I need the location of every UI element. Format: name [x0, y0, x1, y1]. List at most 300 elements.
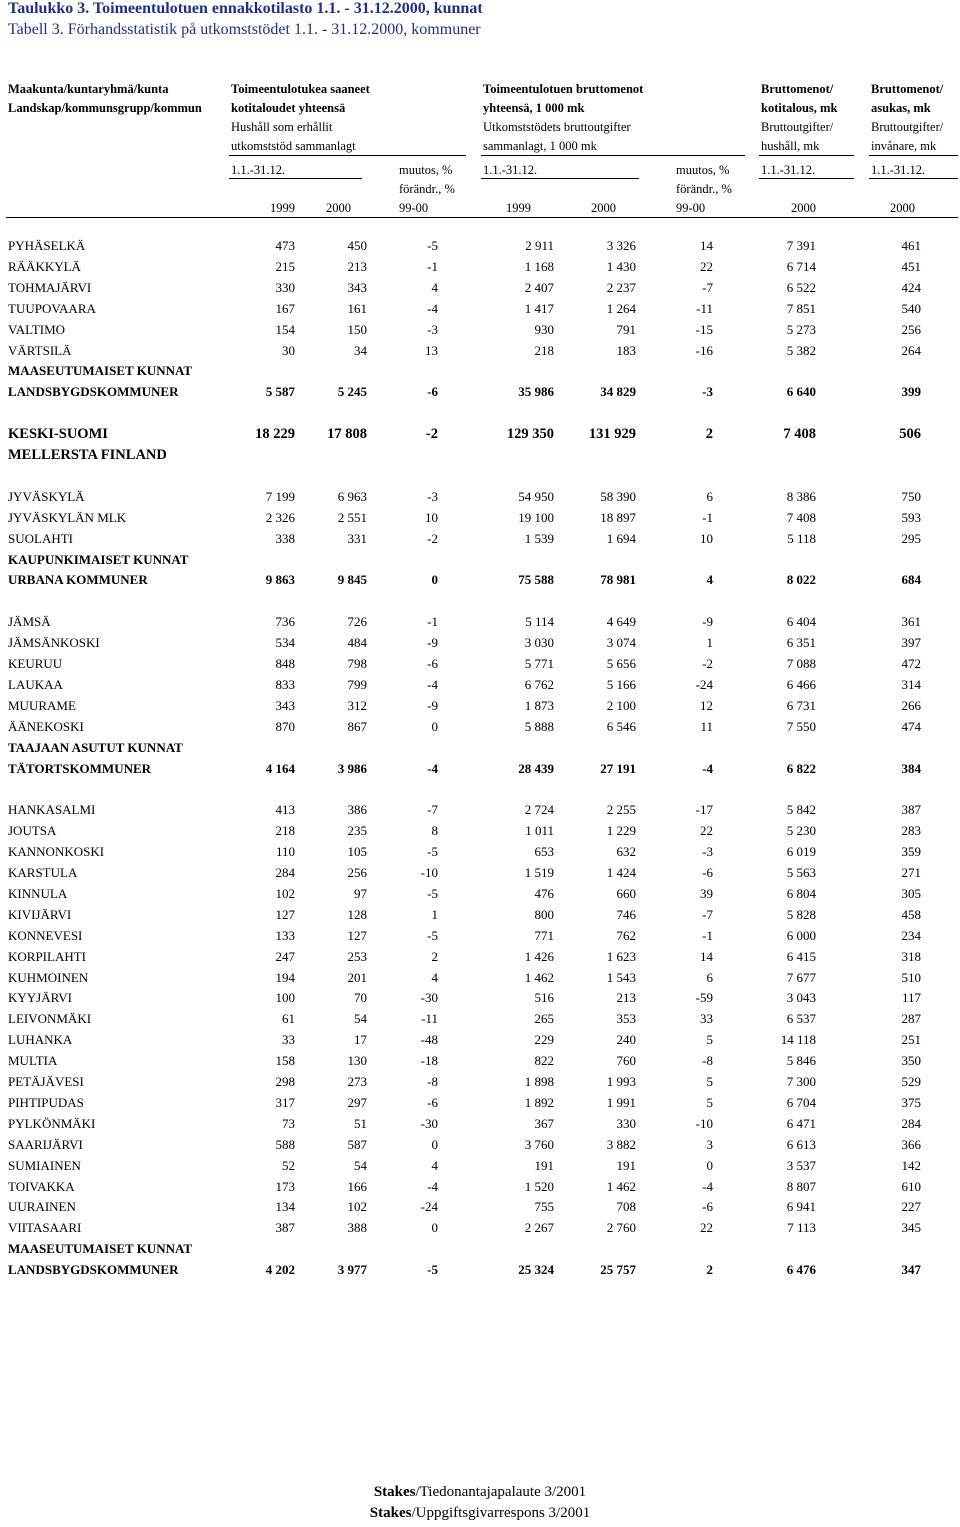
cell-per-capita-2000: 361: [901, 614, 921, 630]
cell-per-household-2000: 5 828: [786, 906, 816, 922]
cell-gross-1999: 476: [534, 885, 554, 901]
cell-gross-2000: 5 656: [606, 656, 636, 671]
cell-households-2000: 9 845: [337, 572, 367, 588]
cell-gross-1999: 822: [534, 1053, 554, 1069]
cell-gross-1999: 1 426: [524, 948, 554, 964]
cell-gross-change: -6: [702, 1199, 713, 1215]
cell-per-household-2000: 8 807: [786, 1178, 816, 1194]
cell-gross-2000: 632: [616, 844, 636, 860]
cell-households-2000: 3 986: [337, 760, 367, 776]
table-row: [0, 759, 960, 779]
header-perhh-sv-2: hushåll, mk: [761, 139, 820, 153]
cell-gross-1999: 800: [534, 906, 554, 922]
cell-households-1999: 848: [275, 656, 295, 671]
cell-gross-2000: 183: [616, 342, 636, 358]
row-name: KONNEVESI: [8, 927, 83, 943]
cell-per-household-2000: 5 842: [786, 802, 816, 818]
cell-gross-1999: 28 439: [518, 760, 554, 776]
cell-gross-1999: 367: [534, 1115, 554, 1131]
row-name: KORPILAHTI: [8, 948, 86, 964]
cell-per-household-2000: 6 822: [786, 760, 816, 776]
cell-households-1999: 317: [275, 1094, 295, 1110]
row-name: JYVÄSKYLÄN MLK: [8, 509, 127, 525]
cell-gross-change: -4: [702, 1178, 713, 1194]
cell-households-change: -48: [420, 1032, 438, 1048]
cell-per-household-2000: 7 300: [786, 1074, 816, 1089]
cell-gross-change: -17: [695, 802, 713, 818]
cell-gross-change: -6: [702, 865, 713, 880]
table-row: [0, 633, 960, 653]
table-row: [0, 717, 960, 737]
header-change-fi-2: muutos, %: [676, 163, 730, 177]
header-region-sv: Landskap/kommunsgrupp/kommun: [8, 101, 202, 115]
row-name: SUOLAHTI: [8, 530, 73, 546]
cell-per-capita-2000: 684: [901, 572, 921, 588]
table-row: [0, 341, 960, 361]
cell-gross-change: 2: [706, 1262, 713, 1278]
row-name: KEURUU: [8, 656, 63, 671]
header-year-9900-a: 99-00: [399, 201, 429, 215]
header-change-sv-2: förändr., %: [676, 182, 732, 196]
cell-households-change: -9: [427, 635, 438, 651]
cell-households-1999: 343: [275, 697, 295, 713]
cell-per-household-2000: 6 941: [786, 1199, 816, 1215]
cell-households-change: 4: [431, 1157, 438, 1173]
table-row: [0, 988, 960, 1008]
table-row: [0, 424, 960, 444]
cell-households-change: 10: [425, 509, 438, 525]
footer-source-bold-2: Stakes: [369, 1505, 412, 1521]
footer-source-rest-1: /Tiedonantajapalaute 3/2001: [415, 1484, 587, 1500]
cell-gross-2000: 330: [616, 1115, 636, 1131]
cell-gross-change: 33: [700, 1011, 713, 1027]
cell-gross-change: 6: [706, 488, 713, 504]
cell-households-1999: 4 202: [265, 1262, 295, 1278]
row-name: URBANA KOMMUNER: [8, 572, 148, 588]
cell-gross-change: -4: [702, 760, 713, 776]
cell-households-change: 1: [431, 906, 438, 922]
cell-households-change: -7: [427, 802, 438, 818]
cell-households-2000: 388: [347, 1220, 367, 1236]
cell-households-1999: 194: [275, 969, 295, 985]
cell-gross-1999: 1 519: [524, 865, 554, 880]
cell-per-capita-2000: 266: [901, 697, 921, 713]
cell-households-1999: 100: [275, 990, 295, 1006]
table-row: [0, 508, 960, 528]
cell-per-capita-2000: 399: [901, 384, 921, 400]
cell-gross-change: -24: [695, 676, 713, 692]
footer-line-2: [0, 1505, 960, 1522]
cell-gross-2000: 4 649: [606, 614, 636, 630]
table-row: [0, 529, 960, 549]
cell-households-2000: 798: [347, 656, 367, 671]
cell-gross-2000: 78 981: [600, 572, 636, 588]
row-name: VALTIMO: [8, 321, 66, 337]
table-row: [0, 236, 960, 256]
row-name: KANNONKOSKI: [8, 844, 105, 860]
table-row: [0, 905, 960, 925]
header-period-2: 1.1.-31.12.: [483, 163, 538, 177]
row-name: JOUTSA: [8, 823, 57, 839]
cell-gross-2000: 353: [616, 1011, 636, 1027]
header-households-fi-2: kotitaloudet yhteensä: [231, 101, 346, 115]
cell-gross-2000: 2 760: [606, 1220, 636, 1236]
cell-per-household-2000: 7 113: [787, 1220, 816, 1236]
table-title-sv: Tabell 3. Förhandsstatistik på utkomststödet 1.1. - 31.12.2000, kommuner: [8, 21, 481, 38]
row-name: MULTIA: [8, 1053, 58, 1069]
header-percap-sv-2: invånare, mk: [871, 139, 937, 153]
header-divider-6: [481, 178, 639, 179]
cell-per-capita-2000: 345: [901, 1220, 921, 1236]
cell-per-capita-2000: 540: [901, 300, 921, 316]
cell-households-2000: 97: [354, 885, 367, 901]
cell-per-household-2000: 5 563: [786, 865, 816, 880]
header-perhh-fi-2: kotitalous, mk: [761, 101, 838, 115]
table-row: [0, 487, 960, 507]
cell-households-1999: 736: [275, 614, 295, 630]
cell-gross-2000: 1 623: [606, 948, 636, 964]
cell-households-change: 4: [431, 969, 438, 985]
header-percap-sv-1: Bruttoutgifter/: [871, 120, 944, 134]
cell-households-1999: 7 199: [265, 488, 295, 504]
cell-households-change: -4: [427, 676, 438, 692]
cell-households-change: -2: [427, 530, 438, 546]
cell-gross-change: -9: [702, 614, 713, 630]
header-change-fi-1: muutos, %: [399, 163, 453, 177]
cell-per-household-2000: 6 471: [786, 1115, 816, 1131]
row-name: LANDSBYGDSKOMMUNER: [8, 1262, 179, 1278]
cell-households-change: 13: [425, 342, 438, 358]
table-row: [0, 1072, 960, 1092]
cell-per-capita-2000: 256: [901, 321, 921, 337]
table-row: [0, 1218, 960, 1238]
table-row: [0, 1156, 960, 1176]
cell-households-change: -6: [427, 1094, 438, 1110]
cell-gross-2000: 1 543: [606, 969, 636, 985]
cell-households-1999: 73: [282, 1115, 295, 1131]
cell-gross-change: -3: [702, 384, 713, 400]
cell-households-change: -5: [427, 927, 438, 943]
cell-per-household-2000: 6 537: [786, 1011, 816, 1027]
cell-gross-change: 14: [700, 238, 713, 253]
header-perhh-fi-1: Bruttomenot/: [761, 82, 834, 96]
row-name: KAUPUNKIMAISET KUNNAT: [8, 551, 189, 567]
table-row: [0, 738, 960, 758]
cell-per-capita-2000: 234: [901, 927, 921, 943]
row-name: KINNULA: [8, 885, 68, 901]
cell-per-household-2000: 6 640: [786, 384, 816, 400]
cell-per-capita-2000: 350: [901, 1053, 921, 1069]
cell-per-household-2000: 7 550: [786, 718, 816, 734]
cell-per-household-2000: 6 404: [786, 614, 816, 630]
cell-gross-2000: 34 829: [600, 384, 636, 400]
header-divider-7: [759, 178, 854, 179]
header-year-1999-a: 1999: [270, 201, 295, 215]
cell-gross-2000: 1 229: [606, 823, 636, 839]
row-name: VIITASAARI: [8, 1220, 82, 1236]
cell-gross-2000: 1 424: [606, 865, 636, 880]
cell-households-2000: 166: [347, 1178, 367, 1194]
cell-households-1999: 133: [275, 927, 295, 943]
header-period-1: 1.1.-31.12.: [231, 163, 286, 177]
table-row: [0, 675, 960, 695]
cell-per-household-2000: 5 118: [787, 530, 816, 546]
cell-households-change: -4: [427, 1178, 438, 1194]
cell-gross-2000: 1 991: [606, 1094, 636, 1110]
cell-gross-1999: 1 892: [524, 1094, 554, 1110]
header-divider-3: [759, 155, 854, 156]
header-period-4: 1.1.-31.12.: [871, 163, 926, 177]
cell-per-capita-2000: 375: [901, 1094, 921, 1110]
cell-gross-2000: 3 074: [606, 635, 636, 651]
cell-households-1999: 330: [275, 279, 295, 295]
cell-per-capita-2000: 227: [901, 1199, 921, 1215]
cell-per-capita-2000: 451: [901, 258, 921, 274]
row-name: LANDSBYGDSKOMMUNER: [8, 384, 179, 400]
cell-households-1999: 588: [275, 1136, 295, 1152]
cell-gross-2000: 6 546: [606, 718, 636, 734]
cell-households-1999: 18 229: [255, 426, 295, 443]
cell-households-change: -4: [427, 300, 438, 316]
header-percap-fi-2: asukas, mk: [871, 101, 931, 115]
cell-per-household-2000: 7 391: [786, 238, 816, 253]
row-name: PYHÄSELKÄ: [8, 238, 86, 253]
row-name: UURAINEN: [8, 1199, 76, 1215]
header-period-3: 1.1.-31.12.: [761, 163, 816, 177]
cell-households-2000: 54: [354, 1011, 367, 1027]
cell-gross-1999: 771: [534, 927, 554, 943]
cell-households-1999: 2 326: [265, 509, 295, 525]
cell-gross-2000: 27 191: [600, 760, 636, 776]
cell-gross-change: -2: [702, 656, 713, 671]
cell-gross-2000: 131 929: [588, 426, 636, 443]
cell-households-change: 2: [431, 948, 438, 964]
cell-per-capita-2000: 264: [901, 342, 921, 358]
cell-gross-change: -16: [695, 342, 713, 358]
header-divider-4: [869, 155, 958, 156]
cell-households-2000: 6 963: [337, 488, 367, 504]
cell-per-capita-2000: 347: [901, 1262, 921, 1278]
cell-households-1999: 298: [275, 1074, 295, 1089]
cell-gross-1999: 75 588: [518, 572, 554, 588]
cell-households-2000: 799: [347, 676, 367, 692]
cell-households-2000: 726: [347, 614, 367, 630]
cell-gross-change: -3: [702, 844, 713, 860]
cell-gross-change: 1: [706, 635, 713, 651]
row-name: LUHANKA: [8, 1032, 73, 1048]
cell-per-capita-2000: 295: [901, 530, 921, 546]
cell-per-household-2000: 6 704: [786, 1094, 816, 1110]
cell-households-1999: 134: [275, 1199, 295, 1215]
table-row: [0, 1197, 960, 1217]
cell-households-1999: 5 587: [265, 384, 295, 400]
table-row: [0, 947, 960, 967]
row-name: ÄÄNEKOSKI: [8, 718, 84, 734]
cell-gross-2000: 660: [616, 885, 636, 901]
cell-households-change: -5: [427, 1262, 438, 1278]
cell-households-2000: 105: [347, 844, 367, 860]
row-name: RÄÄKKYLÄ: [8, 258, 81, 274]
cell-gross-change: 10: [700, 530, 713, 546]
cell-gross-2000: 240: [616, 1032, 636, 1048]
cell-per-household-2000: 6 613: [786, 1136, 816, 1152]
cell-gross-1999: 3 030: [524, 635, 554, 651]
cell-per-capita-2000: 472: [901, 656, 921, 671]
cell-households-change: 0: [431, 718, 438, 734]
cell-per-capita-2000: 251: [901, 1032, 921, 1048]
table-row: [0, 257, 960, 277]
table-row: [0, 1239, 960, 1259]
cell-per-household-2000: 6 466: [786, 676, 816, 692]
cell-households-1999: 413: [275, 802, 295, 818]
cell-gross-change: 3: [706, 1136, 713, 1152]
cell-gross-change: -15: [695, 321, 713, 337]
cell-households-2000: 3 977: [337, 1262, 367, 1278]
row-name: KIVIJÄRVI: [8, 906, 72, 922]
table-row: [0, 968, 960, 988]
cell-households-2000: 5 245: [337, 384, 367, 400]
cell-households-2000: 235: [347, 823, 367, 839]
cell-gross-change: 22: [700, 1220, 713, 1236]
cell-gross-1999: 1 168: [524, 258, 554, 274]
cell-per-household-2000: 5 273: [786, 321, 816, 337]
cell-per-household-2000: 6 415: [786, 948, 816, 964]
cell-households-change: -5: [427, 238, 438, 253]
table-row: [0, 926, 960, 946]
cell-per-household-2000: 3 537: [786, 1157, 816, 1173]
cell-households-2000: 331: [347, 530, 367, 546]
cell-gross-1999: 2 724: [524, 802, 554, 818]
cell-gross-1999: 1 873: [524, 697, 554, 713]
cell-gross-2000: 191: [616, 1157, 636, 1173]
row-name: SUMIAINEN: [8, 1157, 81, 1173]
cell-gross-1999: 930: [534, 321, 554, 337]
cell-gross-change: 5: [706, 1032, 713, 1048]
table-row: [0, 1177, 960, 1197]
cell-households-1999: 33: [282, 1032, 295, 1048]
cell-households-2000: 253: [347, 948, 367, 964]
table-row: [0, 445, 960, 465]
row-name: TAAJAAN ASUTUT KUNNAT: [8, 739, 183, 755]
cell-households-2000: 256: [347, 865, 367, 880]
cell-households-1999: 173: [275, 1178, 295, 1194]
cell-households-1999: 534: [275, 635, 295, 651]
cell-gross-2000: 18 897: [600, 509, 636, 525]
cell-per-capita-2000: 284: [901, 1115, 921, 1131]
cell-households-change: -11: [421, 1011, 438, 1027]
cell-households-1999: 284: [275, 865, 295, 880]
cell-households-change: -6: [427, 384, 438, 400]
table-title-fi: Taulukko 3. Toimeentulotuen ennakkotilasto 1.1. - 31.12.2000, kunnat: [8, 0, 483, 17]
table-row: [0, 1030, 960, 1050]
cell-households-change: -30: [420, 1115, 438, 1131]
header-divider-5: [229, 178, 362, 179]
cell-households-change: 0: [431, 572, 438, 588]
table-row: [0, 884, 960, 904]
row-name: JÄMSÄNKOSKI: [8, 635, 100, 651]
cell-households-2000: 130: [347, 1053, 367, 1069]
row-name: MAASEUTUMAISET KUNNAT: [8, 363, 193, 379]
cell-households-2000: 484: [347, 635, 367, 651]
cell-per-capita-2000: 384: [901, 760, 921, 776]
cell-per-capita-2000: 593: [901, 509, 921, 525]
row-name: TOIVAKKA: [8, 1178, 75, 1194]
cell-per-household-2000: 5 382: [786, 342, 816, 358]
cell-households-1999: 154: [275, 321, 295, 337]
cell-households-2000: 161: [347, 300, 367, 316]
cell-gross-2000: 746: [616, 906, 636, 922]
cell-households-1999: 473: [275, 238, 295, 253]
cell-households-1999: 833: [275, 676, 295, 692]
cell-per-household-2000: 6 522: [786, 279, 816, 295]
header-gross-sv-1: Utkomststödets bruttoutgifter: [483, 120, 631, 134]
row-name: JÄMSÄ: [8, 614, 51, 630]
header-divider-1: [229, 155, 466, 156]
cell-gross-1999: 229: [534, 1032, 554, 1048]
header-gross-sv-2: sammanlagt, 1 000 mk: [483, 139, 597, 153]
row-name: LAUKAA: [8, 676, 63, 692]
cell-per-capita-2000: 424: [901, 279, 921, 295]
cell-per-household-2000: 7 408: [783, 426, 816, 443]
header-year-1999-b: 1999: [506, 201, 531, 215]
cell-gross-change: -59: [695, 990, 713, 1006]
cell-gross-change: -7: [702, 906, 713, 922]
cell-households-2000: 450: [347, 238, 367, 253]
cell-households-1999: 52: [282, 1157, 295, 1173]
cell-per-capita-2000: 359: [901, 844, 921, 860]
cell-households-2000: 102: [347, 1199, 367, 1215]
cell-households-1999: 127: [275, 906, 295, 922]
cell-gross-1999: 1 520: [524, 1178, 554, 1194]
table-row: [0, 320, 960, 340]
cell-households-1999: 247: [275, 948, 295, 964]
cell-gross-change: 5: [706, 1094, 713, 1110]
cell-gross-change: -1: [702, 509, 713, 525]
cell-gross-1999: 1 417: [524, 300, 554, 316]
header-perhh-sv-1: Bruttoutgifter/: [761, 120, 834, 134]
header-gross-fi-2: yhteensä, 1 000 mk: [483, 101, 585, 115]
cell-per-household-2000: 8 022: [786, 572, 816, 588]
cell-gross-2000: 708: [616, 1199, 636, 1215]
cell-gross-1999: 5 888: [524, 718, 554, 734]
cell-households-2000: 150: [347, 321, 367, 337]
cell-gross-change: 22: [700, 823, 713, 839]
cell-gross-2000: 2 237: [606, 279, 636, 295]
table-row: [0, 1135, 960, 1155]
cell-gross-1999: 5 771: [524, 656, 554, 671]
cell-per-capita-2000: 117: [901, 990, 921, 1006]
cell-per-household-2000: 14 118: [780, 1032, 816, 1048]
cell-per-capita-2000: 283: [901, 823, 921, 839]
cell-households-2000: 34: [354, 342, 367, 358]
row-name: MAASEUTUMAISET KUNNAT: [8, 1241, 193, 1257]
header-percap-fi-1: Bruttomenot/: [871, 82, 944, 96]
header-region-fi: Maakunta/kuntaryhmä/kunta: [8, 82, 169, 96]
header-households-sv-2: utkomststöd sammanlagt: [231, 139, 356, 153]
cell-households-1999: 102: [275, 885, 295, 901]
cell-gross-1999: 2 267: [524, 1220, 554, 1236]
cell-households-1999: 870: [275, 718, 295, 734]
row-name: HANKASALMI: [8, 802, 96, 818]
cell-per-household-2000: 6 714: [786, 258, 816, 274]
cell-households-1999: 215: [275, 258, 295, 274]
cell-gross-2000: 58 390: [600, 488, 636, 504]
cell-per-capita-2000: 610: [901, 1178, 921, 1194]
row-name: KARSTULA: [8, 865, 78, 880]
cell-households-change: -8: [427, 1074, 438, 1089]
cell-households-2000: 867: [347, 718, 367, 734]
cell-gross-1999: 755: [534, 1199, 554, 1215]
